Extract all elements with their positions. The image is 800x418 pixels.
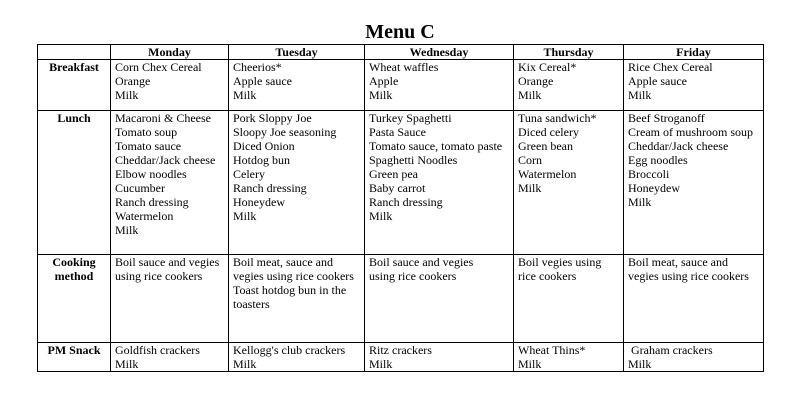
menu-item: Cheddar/Jack cheese	[115, 153, 216, 167]
menu-item: Milk	[115, 88, 139, 102]
cooking-thursday	[514, 255, 624, 343]
menu-item: Rice Chex Cereal	[628, 60, 713, 74]
day-header-tuesday: Tuesday	[229, 45, 365, 60]
menu-table	[37, 44, 764, 372]
menu-item: Beef Stroganoff	[628, 111, 705, 125]
day-header-friday: Friday	[624, 45, 764, 60]
row-label-lunch: Lunch	[38, 111, 111, 255]
menu-item: Cheerios*	[233, 60, 282, 74]
menu-item: Ranch dressing	[115, 195, 189, 209]
menu-item: Macaroni & Cheese	[115, 111, 211, 125]
menu-item: Milk	[628, 88, 652, 102]
menu-item: Tuna sandwich*	[518, 111, 597, 125]
lunch-thursday	[514, 111, 624, 255]
menu-item: Kix Cereal*	[518, 60, 577, 74]
menu-item: Honeydew	[233, 195, 285, 209]
menu-item: Milk	[518, 88, 542, 102]
menu-item: Milk	[369, 88, 393, 102]
day-header-wednesday: Wednesday	[365, 45, 514, 60]
cooking-text: toasters	[233, 297, 270, 311]
menu-item: Cream of mushroom soup	[628, 125, 753, 139]
menu-item: Cheddar/Jack cheese	[628, 139, 729, 153]
menu-item: Milk	[369, 209, 393, 223]
menu-item: Orange	[115, 74, 151, 88]
menu-item: Elbow noodles	[115, 167, 187, 181]
menu-item: Milk	[115, 357, 139, 371]
breakfast-row	[38, 60, 764, 111]
menu-item: Green bean	[518, 139, 573, 153]
menu-item: Orange	[518, 74, 554, 88]
menu-item: Ritz crackers	[369, 343, 432, 357]
menu-item: Milk	[518, 181, 542, 195]
menu-item: Wheat Thins*	[518, 343, 586, 357]
menu-item: Milk	[115, 223, 139, 237]
menu-item: Ranch dressing	[369, 195, 443, 209]
breakfast-thursday	[514, 60, 624, 111]
header-row	[38, 45, 764, 60]
menu-item: Milk	[369, 357, 393, 371]
menu-item: Broccoli	[628, 167, 670, 181]
menu-item: Milk	[628, 357, 652, 371]
menu-item: Milk	[233, 357, 257, 371]
menu-item: Sloopy Joe seasoning	[233, 125, 337, 139]
menu-item: Pork Sloppy Joe	[233, 111, 312, 125]
menu-item: Honeydew	[628, 181, 680, 195]
row-label-breakfast: Breakfast	[38, 60, 111, 111]
snack-monday	[111, 343, 229, 372]
menu-item: Milk	[518, 357, 542, 371]
breakfast-tuesday	[229, 60, 365, 111]
snack-thursday	[514, 343, 624, 372]
menu-item: Cucumber	[115, 181, 165, 195]
row-label-line: method	[54, 269, 94, 283]
cooking-text: Boil meat, sauce and	[628, 255, 728, 269]
row-label-line: Cooking	[52, 255, 96, 269]
cooking-text: vegies using rice cookers	[628, 269, 749, 283]
menu-item: Apple sauce	[628, 74, 687, 88]
menu-item: Green pea	[369, 167, 418, 181]
menu-item: Tomato sauce, tomato paste	[369, 139, 503, 153]
menu-item: Watermelon	[518, 167, 577, 181]
cooking-wednesday	[365, 255, 514, 343]
row-label-pm-snack: PM Snack	[38, 343, 111, 372]
menu-item: Wheat waffles	[369, 60, 439, 74]
menu-item: Diced Onion	[233, 139, 295, 153]
lunch-friday	[624, 111, 764, 255]
breakfast-wednesday	[365, 60, 514, 111]
lunch-tuesday	[229, 111, 365, 255]
lunch-wednesday	[365, 111, 514, 255]
menu-item: Celery	[233, 167, 265, 181]
day-header-monday: Monday	[111, 45, 229, 60]
corner-cell	[38, 45, 111, 60]
snack-wednesday	[365, 343, 514, 372]
cooking-text: Toast hotdog bun in the	[233, 283, 347, 297]
cooking-text: Boil meat, sauce and	[233, 255, 333, 269]
cooking-text: using rice cookers	[115, 269, 203, 283]
menu-item: Milk	[628, 195, 652, 209]
menu-item: Watermelon	[115, 209, 174, 223]
menu-item: Hotdog bun	[233, 153, 290, 167]
menu-item: Egg noodles	[628, 153, 688, 167]
menu-item: Goldfish crackers	[115, 343, 200, 357]
menu-item: Apple sauce	[233, 74, 292, 88]
breakfast-friday	[624, 60, 764, 111]
menu-item: Baby carrot	[369, 181, 426, 195]
menu-item: Corn Chex Cereal	[115, 60, 202, 74]
menu-item: Ranch dressing	[233, 181, 307, 195]
cooking-text: using rice cookers	[369, 269, 457, 283]
menu-item: Graham crackers	[628, 343, 713, 357]
cooking-monday	[111, 255, 229, 343]
cooking-tuesday	[229, 255, 365, 343]
cooking-text: rice cookers	[518, 269, 577, 283]
menu-item: Pasta Sauce	[369, 125, 426, 139]
cooking-text: Boil sauce and vegies	[115, 255, 220, 269]
cooking-method-row	[38, 255, 764, 343]
menu-item: Corn	[518, 153, 542, 167]
menu-item: Tomato sauce	[115, 139, 182, 153]
snack-tuesday	[229, 343, 365, 372]
menu-item: Apple	[369, 74, 399, 88]
menu-item: Spaghetti Noodles	[369, 153, 458, 167]
menu-item: Turkey Spaghetti	[369, 111, 452, 125]
menu-item: Milk	[233, 88, 257, 102]
cooking-text: Boil vegies using	[518, 255, 602, 269]
menu-item: Tomato soup	[115, 125, 178, 139]
lunch-row	[38, 111, 764, 255]
snack-friday	[624, 343, 764, 372]
breakfast-monday	[111, 60, 229, 111]
page-title: Menu C	[365, 21, 435, 43]
cooking-text: vegies using rice cookers	[233, 269, 354, 283]
menu-item: Kellogg's club crackers	[233, 343, 346, 357]
cooking-text: Boil sauce and vegies	[369, 255, 474, 269]
cooking-friday	[624, 255, 764, 343]
pm-snack-row	[38, 343, 764, 372]
lunch-monday	[111, 111, 229, 255]
menu-item: Diced celery	[518, 125, 579, 139]
row-label-cooking-method	[38, 255, 111, 343]
day-header-thursday: Thursday	[514, 45, 624, 60]
menu-item: Milk	[233, 209, 257, 223]
